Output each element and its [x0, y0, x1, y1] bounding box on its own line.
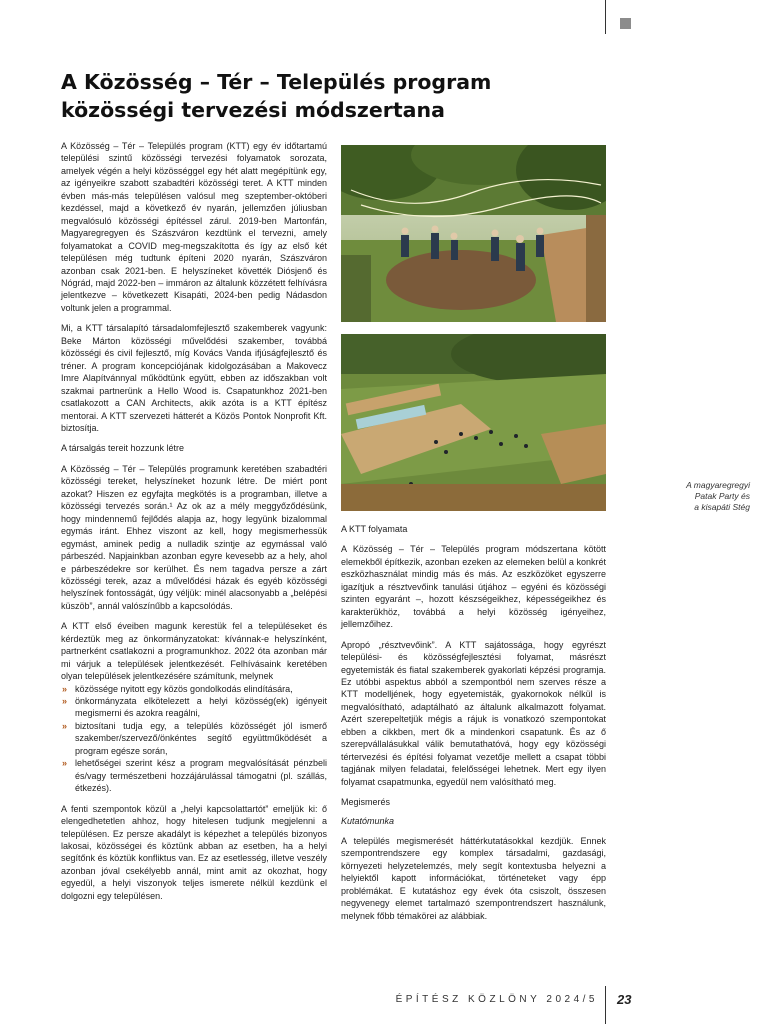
caption-line: A magyaregregyi: [686, 480, 750, 490]
deck-aerial-photo: [341, 334, 606, 511]
photo-caption: [626, 480, 750, 513]
paragraph: A Közösség – Tér – Település program módszertana kötött elemekből építkezik, azonban ezeken az elemeken belül a konkrét eszközhasználat mindig más és más. Az eszközöket egyszerre igazítjuk a résztvevőink tanulási útjához – egyéni és közösségi szinten egyaránt –, hozott készségeikhez, képességeikhez és karakterükhöz, továbbá a helyi közösség igényeihez, jellemzőihez.: [341, 544, 606, 630]
section-heading: A társalgás tereit hozzunk létre: [61, 443, 185, 454]
criteria-list: [61, 683, 327, 795]
bullet-marker: »: [62, 758, 68, 769]
journal-footer: ÉPÍTÉSZ KÖZLÖNY 2024/5: [395, 994, 598, 1005]
paragraph: A Közösség – Tér – Település program (KTT) egy év időtartamú települési szintű közösségi tervezési folyamatok sorozata, amelyek végén a helyi közösséggel egy hét alatt megépítünk egy, az igényeikre szabott szabadtéri közösségi teret. A KTT minden évben más-más településen valósul meg szeptember-októberi kezdéssel, majd a következő év nyarán, jellemzően júliusban megvalósuló közösségi építéssel zárul. 2019-ben Martonfán, Magyaregregyen és Szászváron kezdtünk el tervezni, amely folyamatokat a COVID meg-megszakította és így az első két településen még tudtunk építeni 2020 nyarán, Szászváron azonban csak 2021-ben. E helyszíneket követték Diósjenő és Nógrád, majd 2022-ben – immáron az általunk közzétett felhívásra jelentkezve – következett Kisapáti, 2024-ben pedig Nádasdon voltunk jelen a programmal.: [61, 141, 327, 313]
caption-line: a kisapáti Stég: [694, 502, 750, 512]
paragraph: A fenti szempontok közül a „helyi kapcsolattartót” emeljük ki: ő elengedhetetlen ahhoz, hogy hitelesen tudjunk megjelenni a településen. Ez persze akadályt is képezhet a település bizonyos lakosai, közösségei és köztünk abban az esetben, ha a helyi segítőnk és köztük konfliktus van. Ez az esetlesség, illetve veszély azonban jóval csekélyebb annál, mint amit az okozhat, hogy egyedül, a helyi viszonyok teljes ismerete nélkül kezdünk el dolgozni egy településen.: [61, 803, 327, 901]
paragraph: Mi, a KTT társalapító társadalomfejlesztő szakemberek vagyunk: Beke Márton közösségi művelődési szakember, továbbá közösségi és civil fejlesztő, míg Kovács Vanda ifjúságfejlesztő és tréner. A program koncepciójának kidolgozásában a Makovecz Imre Alapítvánnyal működtünk együtt, ebben az időszakban volt szakmai partnerünk a Hello Wood is. Csapatunkhoz 2021-ben csatlakozott a CAN Architects, akik azóta is a KTT építész mentorai. A KTT szervezeti hátterét a Közös Pontok Nonprofit Kft. biztosítja.: [61, 323, 327, 433]
corner-square: [620, 18, 631, 29]
footer-rule: [605, 986, 606, 1024]
sub-heading: Kutatómunka: [341, 815, 395, 826]
paragraph: A Közösség – Tér – Település programunk keretében szabadtéri közösségi tereket, helyszíneket hozunk létre. De miért pont azokat? Hiszen ez egyfajta megkötés is a programban, illetve a közösségi tervezés során.¹ Az ok az a mély meggyőződésünk, hogy mindennemű fejlődés alapja az, hogy legyünk bizalommal egymás iránt. Ehhez viszont az kell, hogy megismerhessük egymást, aminek pedig a nulladik szintje az egymással való párbeszéd. Napjainkban azonban egyre kevesebb az a hely, ahol e párbeszédekre sor kerülhet. És nem tagadva persze a zárt közösségi terek, azaz a művelődési házak és egyéb közösségi helyszínek fontosságát, úgy véljük: minél alacsonyabb a „belépési küszöb”, annál valószínűbb a kapcsolódás.: [61, 463, 327, 611]
paragraph: A KTT első éveiben magunk kerestük fel a településeket és kérdeztük meg az önkormányzatokat: kívánnak-e helyszínként, partnerként csatlakozni a programunkhoz. 2022 óta azonban már mi várjuk a települések jelentkezését. Felhívásaink keretében olyan települések jelentkezésére számítunk, melynek: [61, 621, 327, 682]
article-title-line-2: közösségi tervezési módszertana: [61, 98, 445, 122]
article-title-line-1: A Közösség – Tér – Település program: [61, 70, 492, 94]
list-item: » önkormányzata elkötelezett a helyi közösség(ek) igényeit megismerni és azokra reagálni,: [62, 696, 327, 719]
section-heading: Megismerés: [341, 797, 391, 808]
paragraph: Apropó „résztvevőink”. A KTT sajátossága, hogy egyrészt települési- és közösségfejlesztési folyamat, másrészt egyetemisták és fiatal szakemberek gyakorlati képzési programja. Ez utóbbi aspektus abból a szempontból nem szerves része a KTT modelljének, hogy egyetemisták, gyakornokok nélkül is megvalósítható, adaptálható az általunk alkalmazott folyamat. Azért szerepeltetjük mégis a rájuk is vonatkozó szempontokat ebben a cikkben, mert ők a mindenkori csapatunk. És az ő szerepvállalásukkal válik bemutathatóvá, hogy egy közösségi tértervezési és építési folyamat vezetője mellett a csapat többi tagjának milyen feladatai, felelősségei lehetnek. Mert egy ilyen folyamat csapatmunka, egyedül nem valósítható meg.: [341, 639, 606, 787]
bullet-marker: »: [62, 720, 68, 731]
party-photo: [341, 145, 606, 322]
header-rule: [605, 0, 606, 34]
paragraph: A település megismerését háttérkutatásokkal kezdjük. Ennek szempontrendszere egy komplex társadalmi, gazdasági, környezeti helyzetelemzés, mely segít kontextusba helyezni a helyiektől kapott információkat, történeteket vagy épp problémákat. E kutatáshoz egy évek óta csiszolt, összesen negyvenegy elemet tartalmazó szempontrendszert használunk, melynek főbb témakörei az alábbiak.: [341, 835, 606, 921]
caption-line: Patak Party és: [694, 491, 750, 501]
bullet-marker: »: [62, 683, 68, 694]
page-number: 23: [617, 992, 632, 1007]
article-title: [61, 68, 561, 124]
list-item: » közössége nyitott egy közös gondolkodás elindítására,: [62, 683, 293, 694]
bullet-marker: »: [62, 696, 68, 707]
right-column: [341, 523, 606, 922]
left-column: [61, 140, 327, 902]
list-item: » biztosítani tudja egy, a település közösségét jól ismerő szakember/szervező/önkéntes segítő együttműködését a program egésze során,: [62, 720, 327, 756]
list-item: » lehetőségei szerint kész a program megvalósítását pénzbeli és/vagy természetbeni hozzájárulással támogatni (pl. szállás, étkezés).: [62, 758, 327, 794]
section-heading: A KTT folyamata: [341, 524, 408, 534]
